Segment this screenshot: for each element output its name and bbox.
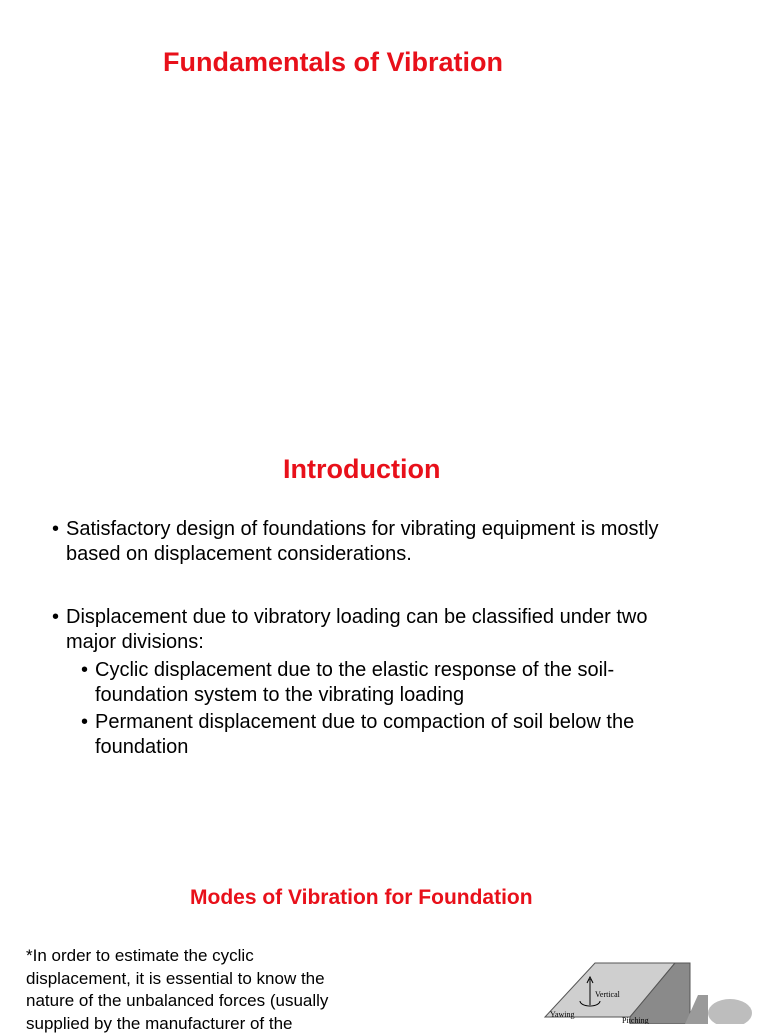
slide-title-introduction: Introduction: [283, 454, 440, 485]
bullet-dot: •: [81, 710, 88, 735]
bullet-item: [66, 605, 647, 655]
slide-body-text: [26, 945, 356, 1035]
figure-label-pitching: Pitching: [622, 1016, 649, 1024]
sub-bullet-item: [95, 710, 634, 760]
figure-label-yawing: Yawing: [550, 1010, 575, 1019]
bullet-dot: •: [52, 605, 59, 630]
bullet-dot: •: [81, 658, 88, 683]
slide-title-fundamentals: Fundamentals of Vibration: [163, 47, 503, 78]
bullet-text-line: foundation: [95, 735, 634, 760]
slide-title-modes-of-vibration: Modes of Vibration for Foundation: [190, 886, 533, 910]
bullet-text-line: Displacement due to vibratory loading can be classified under two: [66, 605, 647, 630]
foundation-shadow: [708, 999, 752, 1024]
bullet-text-line: Satisfactory design of foundations for vibrating equipment is mostly: [66, 517, 659, 542]
foundation-modes-figure: [530, 955, 768, 1024]
body-text-line: displacement, it is essential to know the: [26, 968, 356, 991]
bullet-text-line: Permanent displacement due to compaction of soil below the: [95, 710, 634, 735]
body-text-line: nature of the unbalanced forces (usually: [26, 990, 356, 1013]
bullet-text-line: Cyclic displacement due to the elastic response of the soil-: [95, 658, 614, 683]
body-text-line: supplied by the manufacturer of the: [26, 1013, 356, 1035]
bullet-text-line: foundation system to the vibrating loading: [95, 683, 614, 708]
figure-label-vertical: Vertical: [595, 990, 621, 999]
bullet-text-line: based on displacement considerations.: [66, 542, 659, 567]
bullet-item: [66, 517, 659, 567]
sub-bullet-item: [95, 658, 614, 708]
bullet-text-line: major divisions:: [66, 630, 647, 655]
bullet-dot: •: [52, 517, 59, 542]
body-text-line: *In order to estimate the cyclic: [26, 945, 356, 968]
